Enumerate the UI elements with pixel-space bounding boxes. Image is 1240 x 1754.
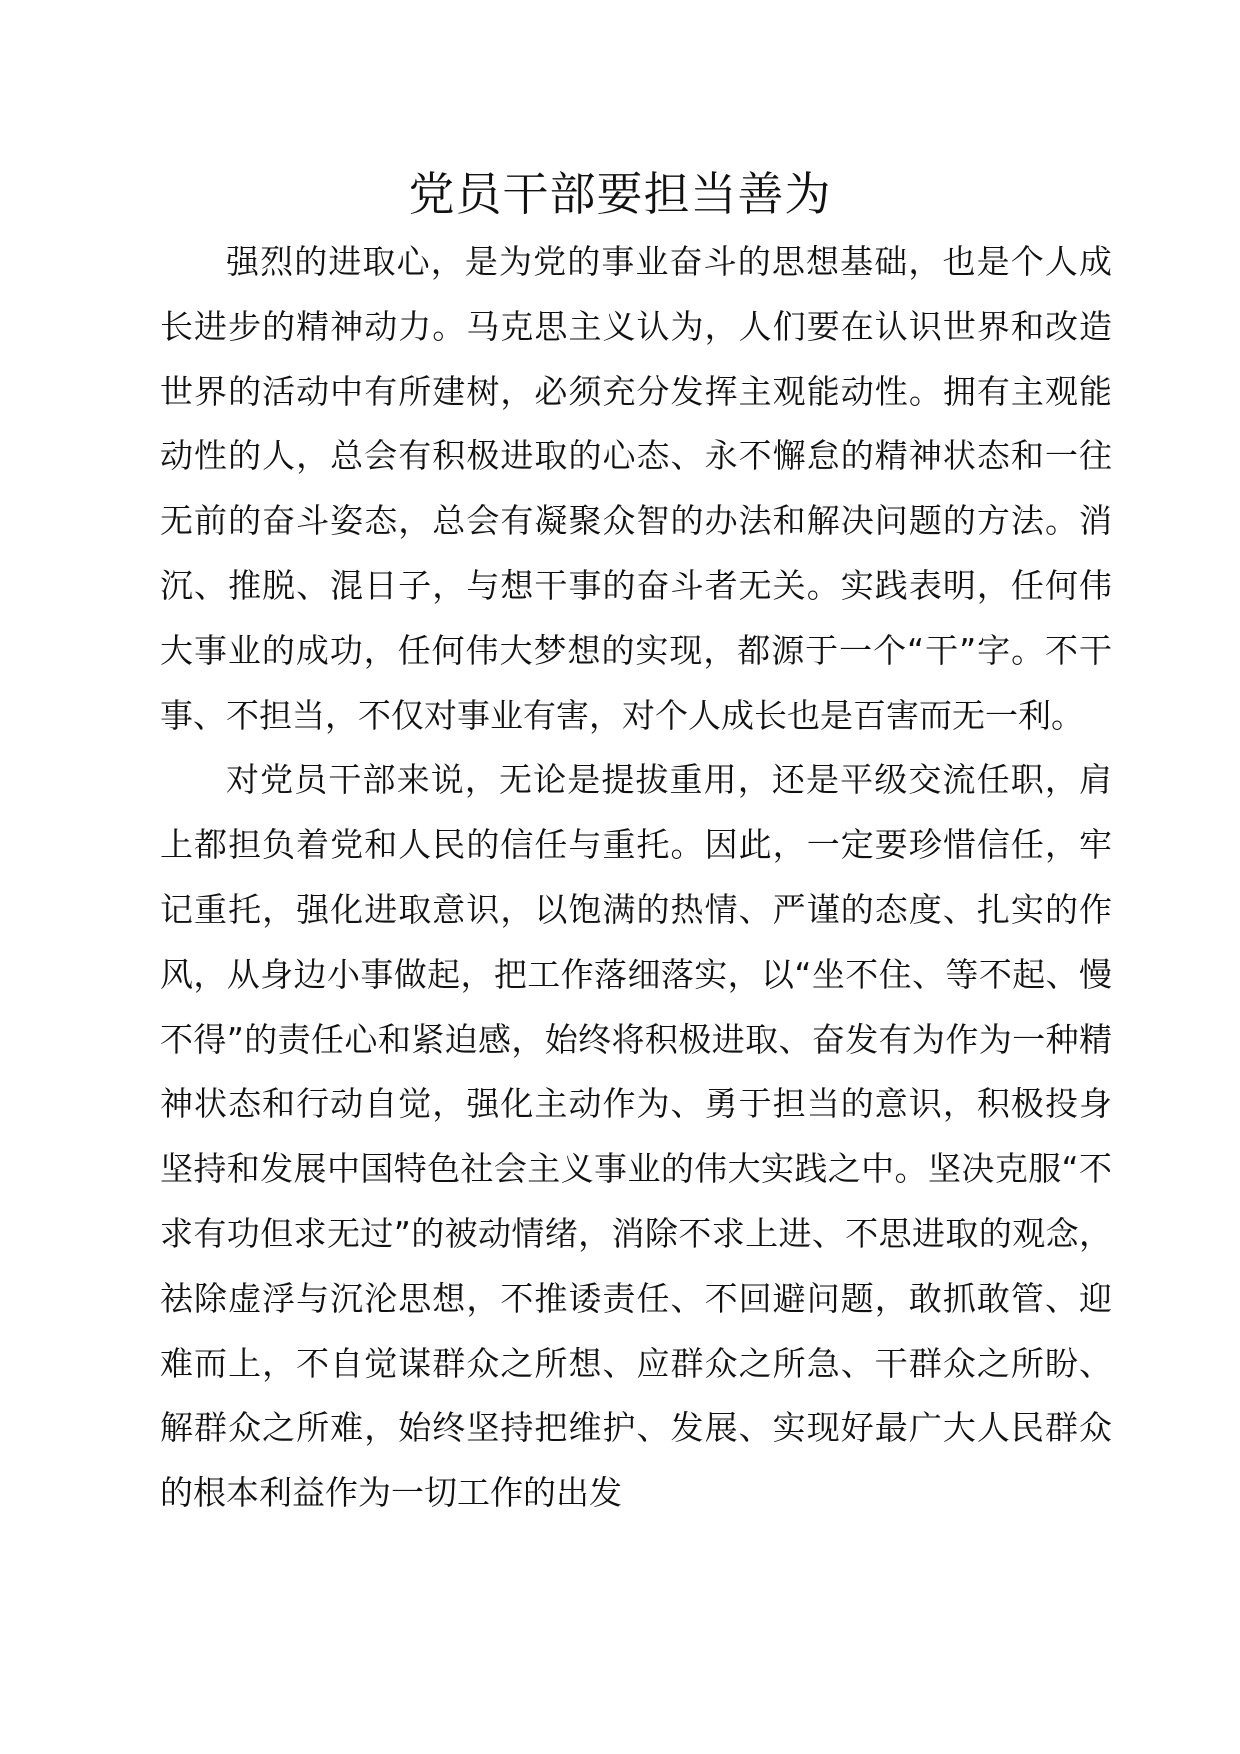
document-title: 党员干部要担当善为 (408, 167, 832, 221)
document-body (160, 230, 1112, 1526)
paragraph-1: 强烈的进取心，是为党的事业奋斗的思想基础，也是个人成长进步的精神动力。马克思主义认为，人们要在认识世界和改造世界的活动中有所建树，必须充分发挥主观能动性。拥有主观能动性的人，总会有积极进取的心态、永不懈怠的精神状态和一往无前的奋斗姿态，总会有凝聚众智的办法和解决问题的方法。消沉、推脱、混日子，与想干事的奋斗者无关。实践表明，任何伟大事业的成功，任何伟大梦想的实现，都源于一个“干”字。不干事、不担当，不仅对事业有害，对个人成长也是百害而无一利。 (160, 242, 1112, 735)
paragraph-2: 对党员干部来说，无论是提拔重用，还是平级交流任职，肩上都担负着党和人民的信任与重托。因此，一定要珍惜信任，牢记重托，强化进取意识，以饱满的热情、严谨的态度、扎实的作风，从身边小事做起，把工作落细落实，以“坐不住、等不起、慢不得”的责任心和紧迫感，始终将积极进取、奋发有为作为一种精神状态和行动自觉，强化主动作为、勇于担当的意识，积极投身坚持和发展中国特色社会主义事业的伟大实践之中。坚决克服“不求有功但求无过”的被动情绪，消除不求上进、不思进取的观念，祛除虚浮与沉沦思想，不推诿责任、不回避问题，敢抓敢管、迎难而上，不自觉谋群众之所想、应群众之所急、干群众之所盼、解群众之所难，始终坚持把维护、发展、实现好最广大人民群众的根本利益作为一切工作的出发 (160, 760, 1112, 1513)
